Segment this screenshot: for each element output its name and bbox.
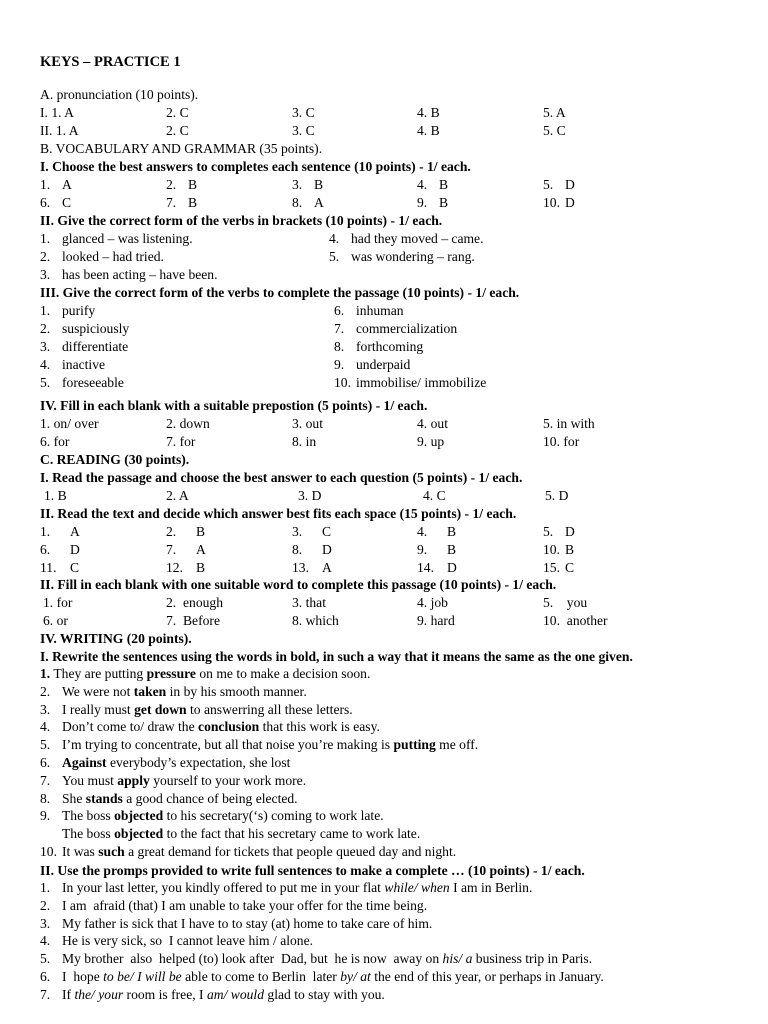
answer-cell [329,248,475,266]
writing-part-1-item-1 [40,683,307,701]
sentence-text: business trip in Paris. [472,951,593,967]
item-number: 7. [334,321,345,336]
sentence-text: The boss [62,808,115,824]
italic-answer: am/ would [206,986,264,1002]
item-number: 2. [166,177,177,192]
writing-part-1-item-9 [40,825,420,843]
sentence-text: I’m trying to concentrate, but all that noise you’re making is [62,737,394,753]
sentence-text: In your last letter, you kindly offered to put me in your flat [62,880,385,895]
answer-cell [166,541,206,559]
item-number: 7. [166,195,177,210]
answer-cell: 1. on/ over [40,416,99,431]
item-answer: differentiate [62,339,129,354]
answer-cell: 3. C [292,105,315,120]
sentence-text: It was [62,844,99,859]
item-number: 1. [40,177,51,192]
item-answer: D [322,542,332,557]
item-number: 8. [334,339,345,354]
item-number: 6. [40,755,51,770]
item-answer: D [447,560,457,575]
sentence-text: glad to stay with you. [264,986,385,1002]
item-answer: B [439,195,449,210]
italic-answer: the/ your [74,986,124,1002]
item-number: 3. [40,701,51,717]
section-a-heading: A. pronunciation (10 points). [40,87,199,102]
item-answer: commercialization [356,321,458,336]
answer-cell: 1. B [44,488,67,503]
answer-cell [543,176,575,194]
item-number: 6. [40,195,51,210]
item-number: 1. [40,303,51,318]
answer-cell [40,374,124,392]
item-number: 12. [166,560,183,575]
sentence-text: I hope [62,969,104,984]
bold-keyword: objected [114,826,164,842]
answer-cell: 2. enough [166,595,224,610]
answer-cell: 4. job [417,595,448,610]
bold-keyword: putting [393,737,436,753]
item-answer: inhuman [356,303,404,318]
bold-keyword: objected [114,808,164,824]
answer-cell [292,176,323,194]
writing-part-1-item-8 [40,807,384,825]
item-number: 7. [40,986,51,1002]
answer-cell [543,194,575,212]
item-number: 2. [40,683,51,699]
item-number: 6. [40,969,51,984]
answer-cell [417,194,448,212]
item-number: 3. [40,339,51,354]
sentence-text: You must [62,772,118,788]
answer-cell: 5. D [545,488,569,503]
vocab-part-2-heading: II. Give the correct form of the verbs in brackets (10 points) - 1/ each. [40,213,443,228]
sentence-text: The boss [62,826,115,842]
item-answer: A [70,524,80,539]
answer-cell: 2. C [166,123,189,138]
item-number: 7. [166,542,177,557]
answer-cell: 5. A [543,105,566,120]
item-number: 5. [329,249,340,264]
answer-cell [40,248,164,266]
item-answer: purify [62,303,96,318]
item-number: 10. [40,844,57,859]
item-number: 2. [40,249,51,264]
sentence-text: My father is sick that I have to to stay (at) home to take care of him. [62,915,433,931]
item-answer: D [565,195,575,210]
sentence-text: He is very sick, so I cannot leave him / alone. [62,933,314,949]
item-answer: C [70,560,80,575]
sentence-text: able to come to Berlin later [181,969,341,984]
sentence-text: on me to make a decision soon. [195,666,371,681]
item-number: 11. [40,560,57,575]
answer-cell [40,523,80,541]
item-number: 8. [292,542,303,557]
item-number: 9. [40,808,51,824]
answer-cell [329,230,484,248]
item-number: 9. [417,195,428,210]
item-number: 9. [417,542,428,557]
item-number: 14. [417,560,434,575]
sentence-text: I really must [62,701,135,717]
item-number: 5. [40,375,51,390]
writing-part-1-item-4 [40,736,478,754]
bold-keyword: such [98,844,125,859]
bold-keyword: conclusion [198,719,260,735]
item-number: 4. [417,177,428,192]
answer-cell [292,541,332,559]
answer-cell: II. 1. A [40,123,79,138]
answer-cell: 3. D [298,488,322,503]
reading-part-2-heading: II. Read the text and decide which answer best fits each space (15 points) - 1/ each. [40,506,517,521]
bold-keyword: Against [62,755,107,770]
italic-answer: while/ when [384,880,450,895]
item-number: 4. [417,524,428,539]
answer-cell [40,320,129,338]
writing-part-2-item-3 [40,932,313,950]
item-number: 8. [40,790,51,806]
answer-cell: 6. or [43,613,68,628]
sentence-text: I am in Berlin. [449,880,533,895]
answer-cell [40,559,79,577]
bold-keyword: pressure [146,666,196,681]
item-number: 10. [543,542,560,557]
item-answer: C [62,195,72,210]
item-number: 10. [334,375,351,390]
answer-cell [166,523,205,541]
item-answer: B [565,542,575,557]
item-number: 15. [543,560,560,575]
item-answer: was wondering – rang. [351,249,475,264]
italic-answer: to be/ I will be [103,969,182,984]
item-answer: A [314,195,324,210]
answer-cell [292,559,332,577]
answer-cell [543,541,574,559]
answer-cell: 5. you [543,595,588,610]
writing-part-1-item-5 [40,754,290,772]
item-answer: B [196,524,206,539]
item-answer: A [322,560,332,575]
italic-answer: by/ at [340,969,371,984]
writing-part-1-item-10 [40,843,456,861]
answer-cell [40,541,80,559]
item-answer: B [188,177,198,192]
italic-answer: his/ a [442,951,473,967]
writing-part-1-item-3 [40,718,380,736]
sentence-text: If [62,986,75,1002]
answer-cell: 4. B [417,105,440,120]
answer-cell: 3. out [292,416,323,431]
item-answer: C [565,560,575,575]
item-answer: looked – had tried. [62,249,164,264]
item-answer: inactive [62,357,106,372]
item-answer: B [447,542,457,557]
answer-cell: 3. C [292,123,315,138]
answer-cell: 6. for [40,434,70,449]
item-number: 3. [40,267,51,282]
answer-cell: 3. that [292,595,326,610]
item-answer: B [447,524,457,539]
sentence-text: a good chance of being elected. [122,790,298,806]
item-number: 6. [40,542,51,557]
writing-part-2-item-0 [40,879,532,897]
item-number: 1. [40,524,51,539]
answer-cell: 9. hard [417,613,455,628]
answer-cell [543,559,574,577]
item-number: 7. [40,772,51,788]
answer-cell: 4. C [423,488,446,503]
writing-part-2-item-2 [40,915,432,933]
item-answer: has been acting – have been. [62,267,218,282]
item-answer: B [188,195,198,210]
answer-cell [40,338,128,356]
writing-part-2-heading: II. Use the promps provided to write full sentences to make a complete … (10 points) - 1/ each. [40,863,585,878]
item-answer: A [196,542,206,557]
page-title: KEYS – PRACTICE 1 [40,54,181,70]
item-number: 5. [543,177,554,192]
item-answer: had they moved – came. [351,231,484,246]
item-answer: underpaid [356,357,411,372]
answer-cell: I. 1. A [40,105,74,120]
answer-cell: 2. down [166,416,210,431]
sentence-text: the end of this year, or perhaps in January. [370,969,604,984]
sentence-text: We were not [62,683,134,699]
vocab-part-3-heading: III. Give the correct form of the verbs to complete the passage (10 points) - 1/ each. [40,285,520,300]
bold-keyword: get down [134,701,187,717]
answer-cell: 7. Before [166,613,220,628]
answer-cell: 2. C [166,105,189,120]
item-number: 3. [40,915,51,931]
item-answer: B [439,177,449,192]
item-answer: B [196,560,206,575]
answer-cell [334,302,404,320]
writing-part-2-item-4 [40,950,592,968]
sentence-text: everybody’s expectation, she lost [106,755,291,770]
answer-cell: 7. for [166,434,196,449]
item-number: 4. [40,933,51,949]
sentence-text: yourself to your work more. [149,772,307,788]
sentence-text: She [62,790,86,806]
bold-keyword: taken [133,683,167,699]
answer-cell [334,356,410,374]
vocab-part-1-heading: I. Choose the best answers to completes each sentence (10 points) - 1/ each. [40,159,471,174]
sentence-text: to his secretary(‘s) coming to work late. [163,808,384,824]
item-number: 1. [40,231,51,246]
item-answer: D [70,542,80,557]
writing-part-2-item-5 [40,968,604,986]
answer-cell [40,302,95,320]
answer-cell: 8. which [292,613,339,628]
item-number: 2. [40,321,51,336]
item-answer: B [314,177,324,192]
answer-cell [40,230,193,248]
answer-cell [166,194,197,212]
item-number: 10. [543,195,560,210]
sentence-text: I am afraid (that) I am unable to take your offer for the time being. [62,897,428,913]
item-answer: A [62,177,72,192]
answer-cell [334,374,486,392]
item-number: 1. [40,666,51,681]
answer-cell: 5. in with [543,416,595,431]
answer-cell [166,559,205,577]
answer-cell: 4. out [417,416,448,431]
item-number: 4. [40,357,51,372]
answer-cell [40,176,72,194]
answer-cell [40,194,71,212]
item-answer: forthcoming [356,339,424,354]
sentence-text: Don’t come to/ draw the [62,719,199,735]
writing-heading: IV. WRITING (20 points). [40,631,192,646]
section-b-heading: B. VOCABULARY AND GRAMMAR (35 points). [40,141,323,156]
sentence-text: a great demand for tickets that people queued day and night. [124,844,457,859]
item-answer: D [565,524,575,539]
answer-cell [417,541,456,559]
writing-part-1-item-0 [40,665,370,683]
item-number: 1. [40,880,51,895]
reading-part-3-heading: II. Fill in each blank with one suitable word to complete this passage (10 points) - 1/ each. [40,577,557,592]
sentence-text: room is free, I [123,986,207,1002]
sentence-text: to the fact that his secretary came to work late. [163,826,421,842]
item-answer: D [565,177,575,192]
sentence-text: me off. [435,737,479,753]
answer-cell [334,320,457,338]
item-number: 2. [166,524,177,539]
item-answer: immobilise/ immobilize [356,375,487,390]
answer-cell: 10. for [543,434,580,449]
writing-part-1-item-7 [40,790,298,808]
answer-cell [417,176,448,194]
reading-part-1-heading: I. Read the passage and choose the best answer to each question (5 points) - 1/ each. [40,470,523,485]
sentence-text: to answerring all these letters. [186,701,353,717]
answer-cell: 5. C [543,123,566,138]
item-number: 13. [292,560,309,575]
bold-keyword: apply [117,772,150,788]
item-number: 4. [40,719,51,735]
vocab-part-4-heading: IV. Fill in each blank with a suitable prepostion (5 points) - 1/ each. [40,398,428,413]
section-c-heading: C. READING (30 points). [40,452,190,467]
answer-cell: 8. in [292,434,317,449]
answer-cell [417,523,456,541]
item-number: 2. [40,897,51,913]
item-answer: foreseeable [62,375,124,390]
item-number: 9. [334,357,345,372]
sentence-text: My brother also helped (to) look after Dad, but he is now away on [62,951,443,967]
item-number: 3. [292,524,303,539]
answer-cell: 10. another [543,613,608,628]
answer-cell [334,338,423,356]
item-number: 5. [40,951,51,967]
item-number: 5. [543,524,554,539]
item-answer: glanced – was listening. [62,231,193,246]
item-number: 3. [292,177,303,192]
bold-keyword: stands [85,790,123,806]
answer-cell: 9. up [417,434,445,449]
item-number: 6. [334,303,345,318]
writing-part-2-item-6 [40,986,385,1004]
answer-cell: 1. for [43,595,73,610]
answer-cell [292,523,331,541]
sentence-text: They are putting [50,666,147,681]
answer-cell [166,176,197,194]
writing-part-2-item-1 [40,897,427,915]
answer-cell [417,559,457,577]
sentence-text: in by his smooth manner. [166,683,307,699]
answer-cell [543,523,575,541]
sentence-text: that this work is easy. [259,719,380,735]
item-answer: suspiciously [62,321,130,336]
answer-cell [40,266,218,284]
item-number: 5. [40,737,51,753]
writing-part-1-heading: I. Rewrite the sentences using the words in bold, in such a way that it means the same as the one given. [40,649,633,664]
answer-cell: 4. B [417,123,440,138]
item-number: 4. [329,231,340,246]
answer-cell [292,194,324,212]
writing-part-1-item-6 [40,772,306,790]
item-answer: C [322,524,332,539]
item-number: 8. [292,195,303,210]
answer-cell [40,356,105,374]
answer-cell: 2. A [166,488,189,503]
writing-part-1-item-2 [40,701,353,719]
